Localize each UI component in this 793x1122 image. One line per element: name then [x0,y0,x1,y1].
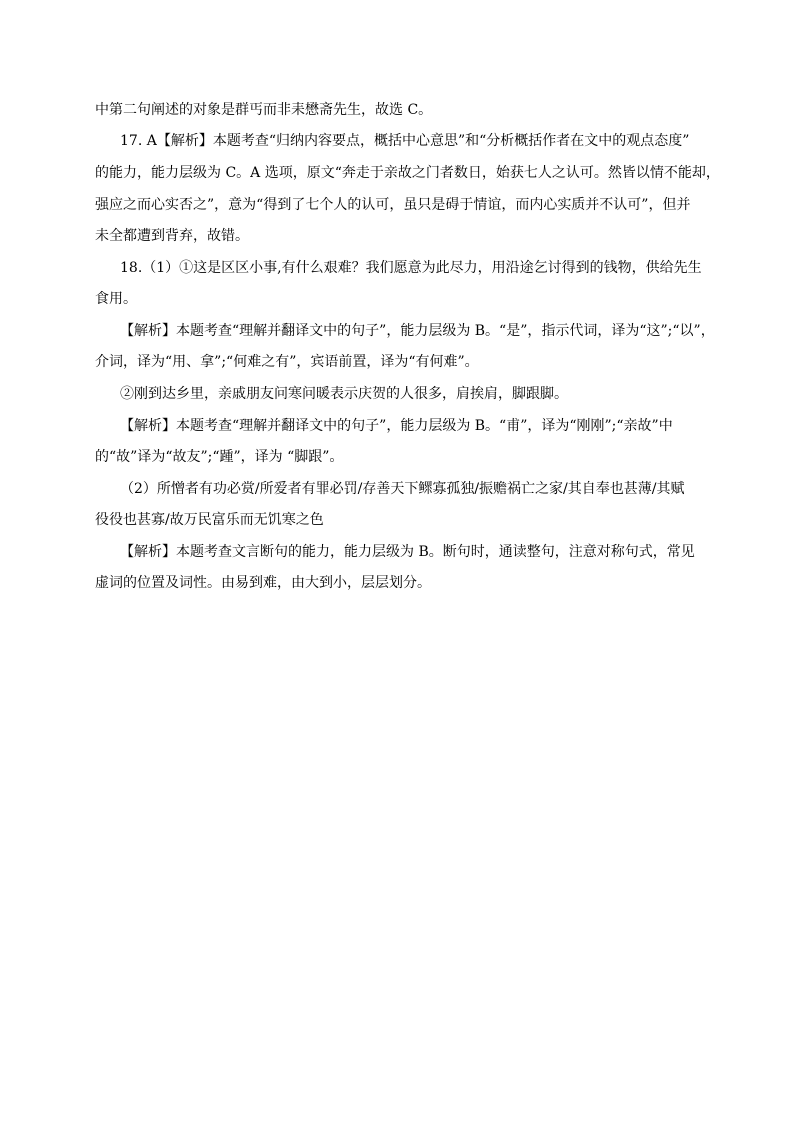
text-line: 未全都遭到背弃，故错。 [95,228,249,244]
text-line: 18.（1）①这是区区小事,有什么艰难？我们愿意为此尽力，用沿途乞讨得到的钱物，供给先生 [120,260,702,276]
text-line: 虚词的位置及词性。由易到难，由大到小，层层划分。 [95,575,431,591]
text-line: ②刚到达乡里，亲戚朋友问寒问暖表示庆贺的人很多，肩挨肩，脚跟脚。 [120,386,568,402]
text-line: 【解析】本题考查“理解并翻译文中的句子”，能力层级为 B。“甫”，译为“刚刚”;“亲故”中 [120,418,673,434]
text-line: 17. A【解析】本题考查“归纳内容要点，概括中心意思”和“分析概括作者在文中的观点态度” [120,133,690,149]
text-line: （2）所憎者有功必赏/所爱者有罪必罚/存善天下鳏寡孤独/振赡祸亡之家/其自奉也甚薄/其赋 [120,481,685,497]
text-line: 食用。 [95,291,137,307]
text-line: 中第二句阐述的对象是群丐而非耒懋斋先生，故选 C。 [95,102,433,118]
text-line: 的“故”译为“故友”;“踵”，译为 “脚跟”。 [95,449,344,465]
text-line: 的能力，能力层级为 C。A 选项，原文“奔走于亲故之门者数日，始获七人之认可。然皆以情不能却， [95,165,720,181]
text-line: 介词，译为“用、拿”;“何难之有”，宾语前置，译为“有何难”。 [95,354,479,370]
text-line: 强应之而心实否之”，意为“得到了七个人的认可，虽只是碍于情谊，而内心实质并不认可”，但并 [95,197,691,213]
text-line: 【解析】本题考查“理解并翻译文中的句子”，能力层级为 B。“是”，指示代词，译为“这”;“以”， [120,323,715,339]
text-line: 【解析】本题考查文言断句的能力，能力层级为 B。断句时，通读整句，注意对称句式，常见 [120,544,695,560]
text-line: 役役也甚寡/故万民富乐而无饥寒之色 [95,512,324,528]
